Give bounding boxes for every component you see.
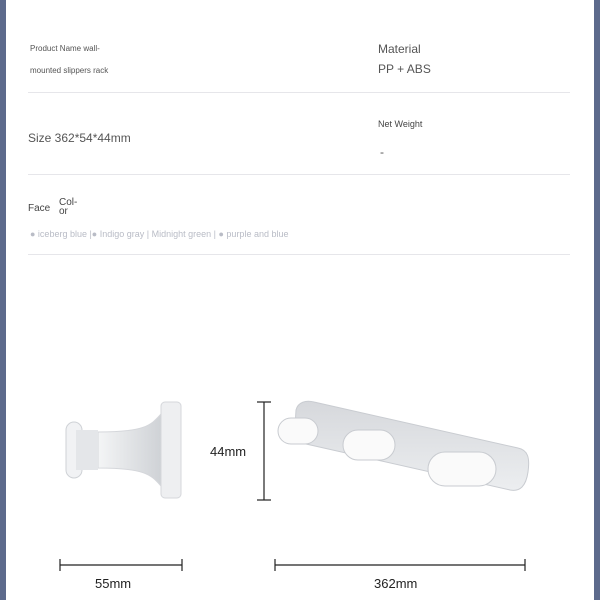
front-view bbox=[278, 401, 529, 490]
color-options: ● iceberg blue |● Indigo gray | Midnight green | ● purple and blue bbox=[30, 229, 289, 239]
material-label: Material bbox=[378, 42, 421, 56]
spec-sheet bbox=[6, 0, 594, 600]
color-label: Col- or bbox=[59, 197, 78, 217]
size-spec: Size 362*54*44mm bbox=[28, 131, 131, 145]
depth-label: 55mm bbox=[95, 576, 132, 591]
depth-dimension bbox=[60, 559, 182, 571]
length-dimension bbox=[275, 559, 525, 571]
net-weight-value: - bbox=[380, 145, 384, 159]
product-illustration bbox=[6, 0, 594, 600]
length-label: 362mm bbox=[374, 576, 418, 591]
product-name-cont: mounted slippers rack bbox=[30, 66, 109, 75]
side-view bbox=[66, 402, 181, 498]
height-label: 44mm bbox=[210, 444, 247, 459]
height-dimension bbox=[257, 402, 271, 500]
face-label: Face bbox=[28, 203, 51, 214]
product-name: Product Name wall- bbox=[30, 44, 100, 53]
net-weight-label: Net Weight bbox=[378, 119, 423, 129]
material-value: PP + ABS bbox=[378, 62, 431, 76]
